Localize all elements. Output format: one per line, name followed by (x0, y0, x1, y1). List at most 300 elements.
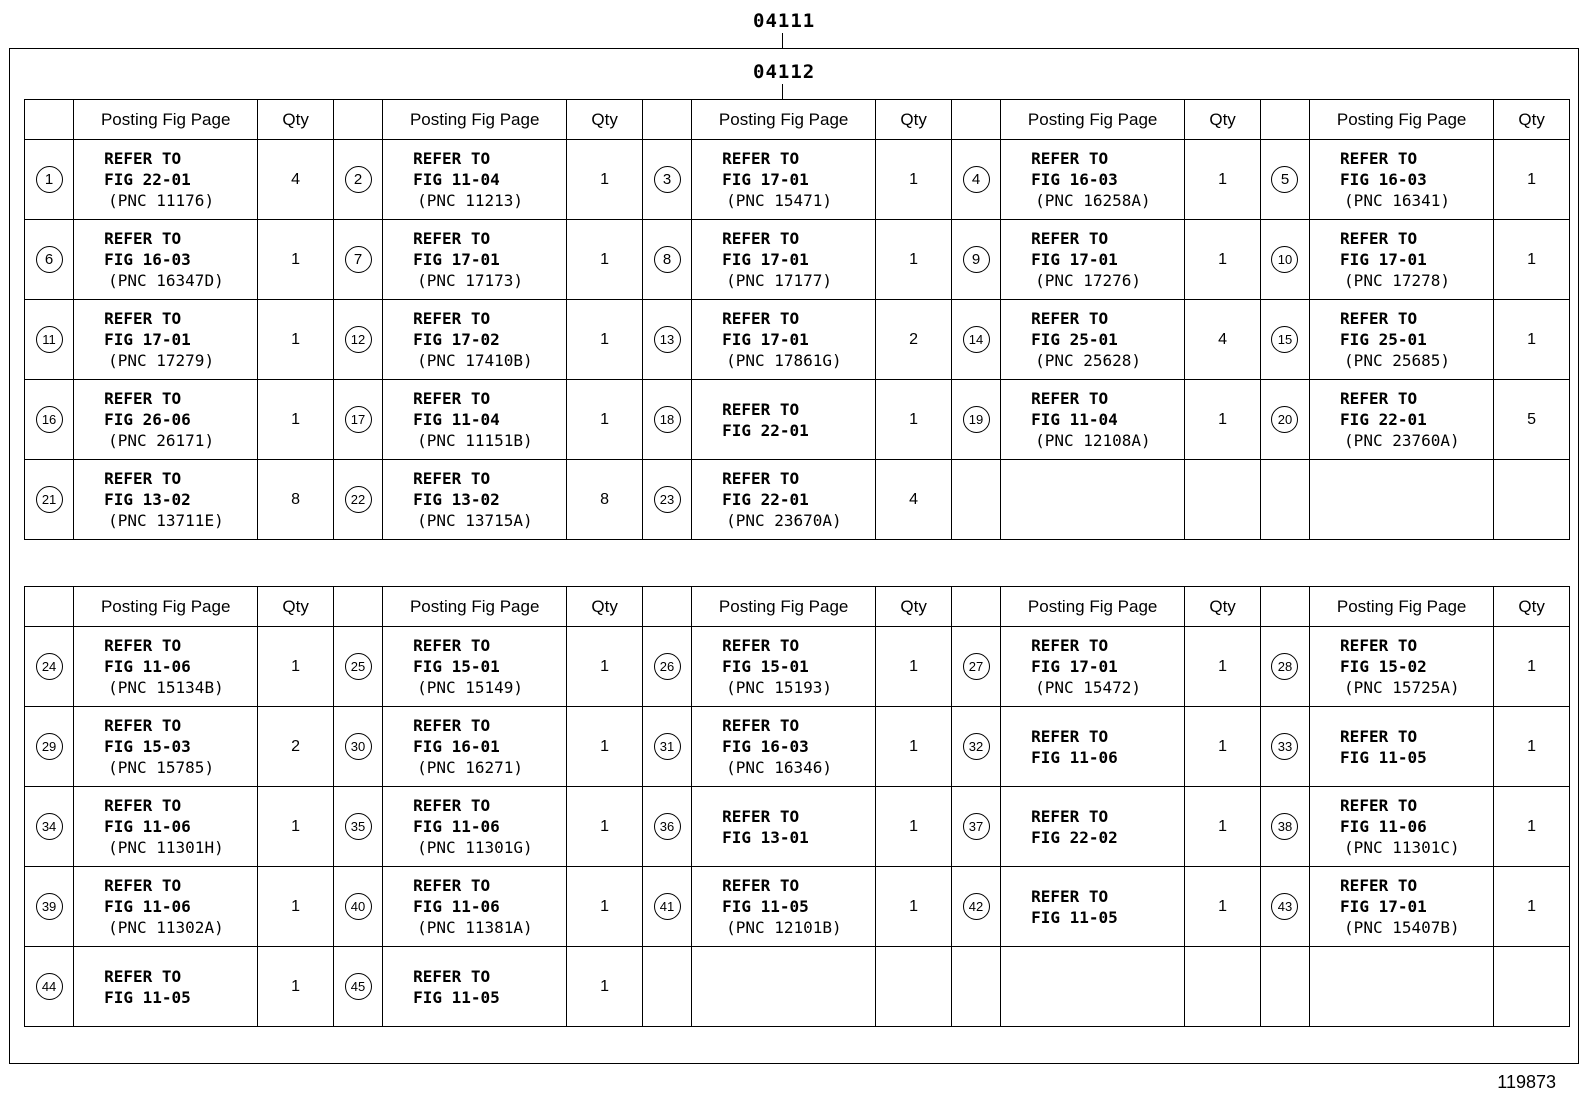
callout-cell (333, 707, 382, 787)
quantity-cell: 1 (1494, 867, 1570, 947)
callout-cell (642, 787, 691, 867)
pnc-reference: (PNC 15149) (417, 678, 524, 697)
header-qty: Qty (1185, 100, 1261, 140)
reference-cell (692, 787, 876, 867)
figure-reference: FIG 17-01 (722, 170, 809, 189)
quantity-cell: 1 (258, 867, 334, 947)
callout-cell (642, 867, 691, 947)
reference-cell (74, 707, 258, 787)
callout-number: 9 (963, 246, 990, 273)
callout-cell (951, 787, 1000, 867)
callout-cell (642, 220, 691, 300)
quantity-cell: 1 (567, 140, 643, 220)
callout-number: 15 (1271, 326, 1298, 353)
quantity-cell: 1 (567, 947, 643, 1027)
figure-reference: FIG 16-01 (413, 737, 500, 756)
parts-table-2 (24, 586, 1570, 1027)
callout-cell (25, 947, 74, 1027)
figure-reference: FIG 16-03 (722, 737, 809, 756)
reference-cell (383, 300, 567, 380)
reference-cell (1310, 867, 1494, 947)
quantity-cell: 1 (1185, 220, 1261, 300)
callout-cell (25, 300, 74, 380)
callout-cell (25, 707, 74, 787)
pnc-reference: (PNC 15193) (726, 678, 833, 697)
quantity-cell (1185, 460, 1261, 540)
callout-number: 40 (345, 893, 372, 920)
callout-number: 36 (654, 813, 681, 840)
figure-reference: FIG 13-01 (722, 827, 809, 847)
quantity-cell: 1 (567, 380, 643, 460)
reference-cell (1310, 300, 1494, 380)
figure-reference: FIG 22-01 (722, 490, 809, 509)
figure-reference: FIG 25-01 (1340, 330, 1427, 349)
callout-cell (642, 627, 691, 707)
illustration-number: 119873 (1497, 1072, 1556, 1092)
reference-cell (692, 460, 876, 540)
callout-number: 42 (963, 893, 990, 920)
quantity-cell: 1 (1494, 140, 1570, 220)
callout-cell (25, 380, 74, 460)
table-row (25, 140, 1570, 220)
header-posting-fig-page: Posting Fig Page (74, 587, 258, 627)
callout-number: 23 (654, 486, 681, 513)
callout-number: 34 (36, 813, 63, 840)
callout-number: 20 (1271, 406, 1298, 433)
quantity-cell: 1 (1494, 220, 1570, 300)
refer-to-text: REFER TO (413, 469, 491, 488)
refer-to-text: REFER TO (104, 876, 182, 895)
quantity-cell: 1 (876, 220, 952, 300)
figure-reference: FIG 17-02 (413, 330, 500, 349)
figure-reference: FIG 11-05 (1340, 747, 1427, 767)
callout-cell (333, 947, 382, 1027)
pnc-reference: (PNC 16346) (726, 758, 833, 777)
quantity-cell (1494, 947, 1570, 1027)
reference-cell (1310, 947, 1494, 1027)
callout-number: 28 (1271, 653, 1298, 680)
callout-cell (1260, 380, 1309, 460)
refer-to-text: REFER TO (722, 149, 800, 168)
callout-cell (642, 460, 691, 540)
header-number-cell (951, 100, 1000, 140)
pnc-reference: (PNC 11381A) (417, 918, 533, 937)
reference-cell (1001, 947, 1185, 1027)
figure-reference: FIG 15-01 (722, 657, 809, 676)
figure-reference: FIG 11-06 (1340, 817, 1427, 836)
header-posting-fig-page: Posting Fig Page (692, 587, 876, 627)
reference-cell (74, 140, 258, 220)
pnc-reference: (PNC 25628) (1035, 351, 1142, 370)
callout-number: 25 (345, 653, 372, 680)
refer-to-text: REFER TO (413, 716, 491, 735)
callout-cell (951, 867, 1000, 947)
callout-cell (1260, 787, 1309, 867)
figure-reference: FIG 15-03 (104, 737, 191, 756)
callout-cell (951, 380, 1000, 460)
figure-reference: FIG 22-01 (104, 170, 191, 189)
quantity-cell: 5 (1494, 380, 1570, 460)
pnc-reference: (PNC 17410B) (417, 351, 533, 370)
refer-to-text: REFER TO (104, 796, 182, 815)
refer-to-text: REFER TO (413, 876, 491, 895)
callout-cell (1260, 140, 1309, 220)
header-qty: Qty (258, 587, 334, 627)
figure-reference: FIG 17-01 (1031, 657, 1118, 676)
header-row (25, 100, 1570, 140)
refer-to-text: REFER TO (722, 716, 800, 735)
callout-number: 7 (345, 246, 372, 273)
quantity-cell: 1 (1185, 787, 1261, 867)
quantity-cell (1185, 947, 1261, 1027)
callout-cell (642, 947, 691, 1027)
callout-cell (333, 627, 382, 707)
pnc-reference: (PNC 15725A) (1344, 678, 1460, 697)
callout-cell (951, 460, 1000, 540)
callout-number: 31 (654, 733, 681, 760)
callout-number: 6 (36, 246, 63, 273)
pnc-reference: (PNC 17173) (417, 271, 524, 290)
callout-cell (25, 140, 74, 220)
reference-cell (74, 460, 258, 540)
table-row (25, 947, 1570, 1027)
reference-cell (383, 220, 567, 300)
pnc-reference: (PNC 23670A) (726, 511, 842, 530)
figure-reference: FIG 11-05 (1031, 907, 1118, 927)
reference-cell (1001, 867, 1185, 947)
callout-cell (1260, 460, 1309, 540)
quantity-cell: 1 (567, 787, 643, 867)
figure-reference: FIG 16-03 (1340, 170, 1427, 189)
callout-cell (642, 380, 691, 460)
header-qty: Qty (1494, 100, 1570, 140)
refer-to-text: REFER TO (104, 716, 182, 735)
reference-cell (383, 867, 567, 947)
header-row (25, 587, 1570, 627)
reference-cell (383, 140, 567, 220)
quantity-cell: 1 (1185, 867, 1261, 947)
quantity-cell: 1 (1185, 627, 1261, 707)
callout-number: 24 (36, 653, 63, 680)
refer-to-text: REFER TO (413, 966, 491, 986)
reference-cell (383, 380, 567, 460)
figure-reference: FIG 17-01 (1340, 897, 1427, 916)
figure-reference: FIG 11-06 (413, 817, 500, 836)
pnc-reference: (PNC 12101B) (726, 918, 842, 937)
quantity-cell: 1 (567, 220, 643, 300)
callout-cell (951, 627, 1000, 707)
header-qty: Qty (258, 100, 334, 140)
figure-reference: FIG 11-06 (413, 897, 500, 916)
refer-to-text: REFER TO (104, 469, 182, 488)
reference-cell (692, 627, 876, 707)
callout-number: 17 (345, 406, 372, 433)
refer-to-text: REFER TO (722, 876, 800, 895)
callout-cell (333, 220, 382, 300)
refer-to-text: REFER TO (722, 469, 800, 488)
quantity-cell: 1 (258, 947, 334, 1027)
callout-cell (333, 460, 382, 540)
figure-reference: FIG 22-01 (1340, 410, 1427, 429)
figure-reference: FIG 25-01 (1031, 330, 1118, 349)
callout-cell (951, 300, 1000, 380)
header-qty: Qty (876, 100, 952, 140)
refer-to-text: REFER TO (104, 636, 182, 655)
callout-number: 16 (36, 406, 63, 433)
pnc-reference: (PNC 11301C) (1344, 838, 1460, 857)
table-row (25, 380, 1570, 460)
refer-to-text: REFER TO (413, 309, 491, 328)
table-row (25, 460, 1570, 540)
quantity-cell: 2 (876, 300, 952, 380)
quantity-cell: 1 (1494, 707, 1570, 787)
callout-cell (1260, 627, 1309, 707)
refer-to-text: REFER TO (1031, 389, 1109, 408)
pnc-reference: (PNC 17279) (108, 351, 215, 370)
refer-to-text: REFER TO (1340, 149, 1418, 168)
reference-cell (1001, 787, 1185, 867)
callout-number: 2 (345, 166, 372, 193)
quantity-cell: 1 (1185, 380, 1261, 460)
reference-cell (383, 460, 567, 540)
refer-to-text: REFER TO (1340, 726, 1418, 746)
figure-reference: FIG 17-01 (1340, 250, 1427, 269)
callout-number: 37 (963, 813, 990, 840)
reference-cell (1310, 380, 1494, 460)
header-number-cell (25, 100, 74, 140)
reference-cell (692, 867, 876, 947)
callout-number: 10 (1271, 246, 1298, 273)
pnc-reference: (PNC 11301H) (108, 838, 224, 857)
callout-cell (642, 707, 691, 787)
quantity-cell: 4 (1185, 300, 1261, 380)
callout-cell (333, 140, 382, 220)
callout-number: 45 (345, 973, 372, 1000)
reference-cell (74, 867, 258, 947)
pnc-reference: (PNC 17861G) (726, 351, 842, 370)
table-row (25, 867, 1570, 947)
refer-to-text: REFER TO (104, 229, 182, 248)
figure-reference: FIG 16-03 (104, 250, 191, 269)
figure-reference: FIG 11-05 (104, 987, 191, 1007)
callout-cell (1260, 300, 1309, 380)
pnc-reference: (PNC 11302A) (108, 918, 224, 937)
callout-number: 43 (1271, 893, 1298, 920)
header-qty: Qty (1185, 587, 1261, 627)
header-number-cell (333, 587, 382, 627)
reference-cell (1310, 140, 1494, 220)
quantity-cell: 1 (876, 380, 952, 460)
callout-number: 35 (345, 813, 372, 840)
reference-cell (692, 220, 876, 300)
refer-to-text: REFER TO (1031, 636, 1109, 655)
refer-to-text: REFER TO (104, 966, 182, 986)
reference-cell (383, 787, 567, 867)
quantity-cell: 1 (258, 627, 334, 707)
callout-cell (642, 140, 691, 220)
reference-cell (1310, 460, 1494, 540)
quantity-cell: 8 (567, 460, 643, 540)
pnc-reference: (PNC 15134B) (108, 678, 224, 697)
reference-cell (74, 380, 258, 460)
quantity-cell: 1 (258, 300, 334, 380)
callout-cell (1260, 707, 1309, 787)
callout-cell (333, 380, 382, 460)
pnc-reference: (PNC 25685) (1344, 351, 1451, 370)
header-posting-fig-page: Posting Fig Page (1001, 100, 1185, 140)
refer-to-text: REFER TO (1340, 229, 1418, 248)
pnc-reference: (PNC 12108A) (1035, 431, 1151, 450)
refer-to-text: REFER TO (722, 309, 800, 328)
pnc-reference: (PNC 17278) (1344, 271, 1451, 290)
refer-to-text: REFER TO (104, 389, 182, 408)
header-posting-fig-page: Posting Fig Page (692, 100, 876, 140)
figure-reference: FIG 11-05 (722, 897, 809, 916)
callout-number: 39 (36, 893, 63, 920)
reference-cell (1001, 380, 1185, 460)
header-posting-fig-page: Posting Fig Page (74, 100, 258, 140)
quantity-cell: 4 (258, 140, 334, 220)
callout-number: 14 (963, 326, 990, 353)
callout-cell (25, 627, 74, 707)
reference-cell (383, 627, 567, 707)
callout-number: 22 (345, 486, 372, 513)
header-posting-fig-page: Posting Fig Page (1310, 587, 1494, 627)
callout-cell (333, 300, 382, 380)
quantity-cell (876, 947, 952, 1027)
reference-cell (1001, 140, 1185, 220)
refer-to-text: REFER TO (722, 806, 800, 826)
refer-to-text: REFER TO (1340, 309, 1418, 328)
callout-number: 13 (654, 326, 681, 353)
pnc-reference: (PNC 11301G) (417, 838, 533, 857)
quantity-cell (1494, 460, 1570, 540)
figure-reference: FIG 22-01 (722, 420, 809, 440)
figure-reference: FIG 13-02 (413, 490, 500, 509)
quantity-cell: 8 (258, 460, 334, 540)
callout-number: 27 (963, 653, 990, 680)
quantity-cell: 1 (876, 787, 952, 867)
header-number-cell (1260, 100, 1309, 140)
callout-number: 3 (654, 166, 681, 193)
reference-cell (74, 627, 258, 707)
refer-to-text: REFER TO (1031, 726, 1109, 746)
figure-reference: FIG 17-01 (104, 330, 191, 349)
figure-reference: FIG 17-01 (413, 250, 500, 269)
reference-cell (1001, 460, 1185, 540)
quantity-cell: 1 (567, 300, 643, 380)
refer-to-text: REFER TO (722, 399, 800, 419)
header-number-cell (642, 587, 691, 627)
refer-to-text: REFER TO (1340, 876, 1418, 895)
figure-reference: FIG 11-06 (104, 897, 191, 916)
figure-reference: FIG 11-05 (413, 987, 500, 1007)
quantity-cell: 1 (258, 380, 334, 460)
pnc-reference: (PNC 13711E) (108, 511, 224, 530)
leader-line-outer (782, 33, 783, 49)
pnc-reference: (PNC 11151B) (417, 431, 533, 450)
pnc-reference: (PNC 13715A) (417, 511, 533, 530)
reference-cell (1310, 787, 1494, 867)
table-row (25, 787, 1570, 867)
callout-cell (333, 787, 382, 867)
pnc-reference: (PNC 17177) (726, 271, 833, 290)
pnc-reference: (PNC 11176) (108, 191, 215, 210)
refer-to-text: REFER TO (1031, 309, 1109, 328)
pnc-reference: (PNC 15785) (108, 758, 215, 777)
reference-cell (383, 947, 567, 1027)
quantity-cell: 1 (567, 867, 643, 947)
callout-cell (25, 867, 74, 947)
figure-reference: FIG 26-06 (104, 410, 191, 429)
assembly-label-outer: 04111 (753, 10, 816, 32)
header-number-cell (951, 587, 1000, 627)
quantity-cell: 4 (876, 460, 952, 540)
figure-reference: FIG 11-06 (1031, 747, 1118, 767)
callout-number: 12 (345, 326, 372, 353)
callout-number: 30 (345, 733, 372, 760)
reference-cell (74, 947, 258, 1027)
parts-table-1 (24, 99, 1570, 540)
quantity-cell: 1 (258, 787, 334, 867)
refer-to-text: REFER TO (1031, 886, 1109, 906)
callout-cell (25, 220, 74, 300)
figure-reference: FIG 16-03 (1031, 170, 1118, 189)
reference-cell (74, 300, 258, 380)
refer-to-text: REFER TO (1031, 229, 1109, 248)
pnc-reference: (PNC 16341) (1344, 191, 1451, 210)
quantity-cell: 1 (1494, 627, 1570, 707)
callout-cell (951, 947, 1000, 1027)
pnc-reference: (PNC 15407B) (1344, 918, 1460, 937)
figure-reference: FIG 17-01 (1031, 250, 1118, 269)
figure-reference: FIG 17-01 (722, 330, 809, 349)
pnc-reference: (PNC 23760A) (1344, 431, 1460, 450)
header-number-cell (333, 100, 382, 140)
refer-to-text: REFER TO (722, 229, 800, 248)
reference-cell (1001, 220, 1185, 300)
figure-reference: FIG 22-02 (1031, 827, 1118, 847)
header-posting-fig-page: Posting Fig Page (383, 100, 567, 140)
quantity-cell: 1 (1494, 787, 1570, 867)
reference-cell (692, 140, 876, 220)
callout-number: 32 (963, 733, 990, 760)
pnc-reference: (PNC 17276) (1035, 271, 1142, 290)
figure-reference: FIG 11-06 (104, 657, 191, 676)
callout-cell (25, 460, 74, 540)
figure-reference: FIG 15-02 (1340, 657, 1427, 676)
reference-cell (692, 300, 876, 380)
pnc-reference: (PNC 16271) (417, 758, 524, 777)
reference-cell (692, 380, 876, 460)
pnc-reference: (PNC 11213) (417, 191, 524, 210)
header-qty: Qty (567, 100, 643, 140)
quantity-cell: 1 (1185, 140, 1261, 220)
table-row (25, 220, 1570, 300)
header-posting-fig-page: Posting Fig Page (383, 587, 567, 627)
callout-number: 18 (654, 406, 681, 433)
quantity-cell: 1 (876, 867, 952, 947)
callout-cell (951, 140, 1000, 220)
callout-number: 11 (36, 326, 63, 353)
refer-to-text: REFER TO (413, 229, 491, 248)
reference-cell (383, 707, 567, 787)
callout-number: 4 (963, 166, 990, 193)
pnc-reference: (PNC 16258A) (1035, 191, 1151, 210)
reference-cell (1001, 300, 1185, 380)
refer-to-text: REFER TO (1031, 806, 1109, 826)
refer-to-text: REFER TO (722, 636, 800, 655)
